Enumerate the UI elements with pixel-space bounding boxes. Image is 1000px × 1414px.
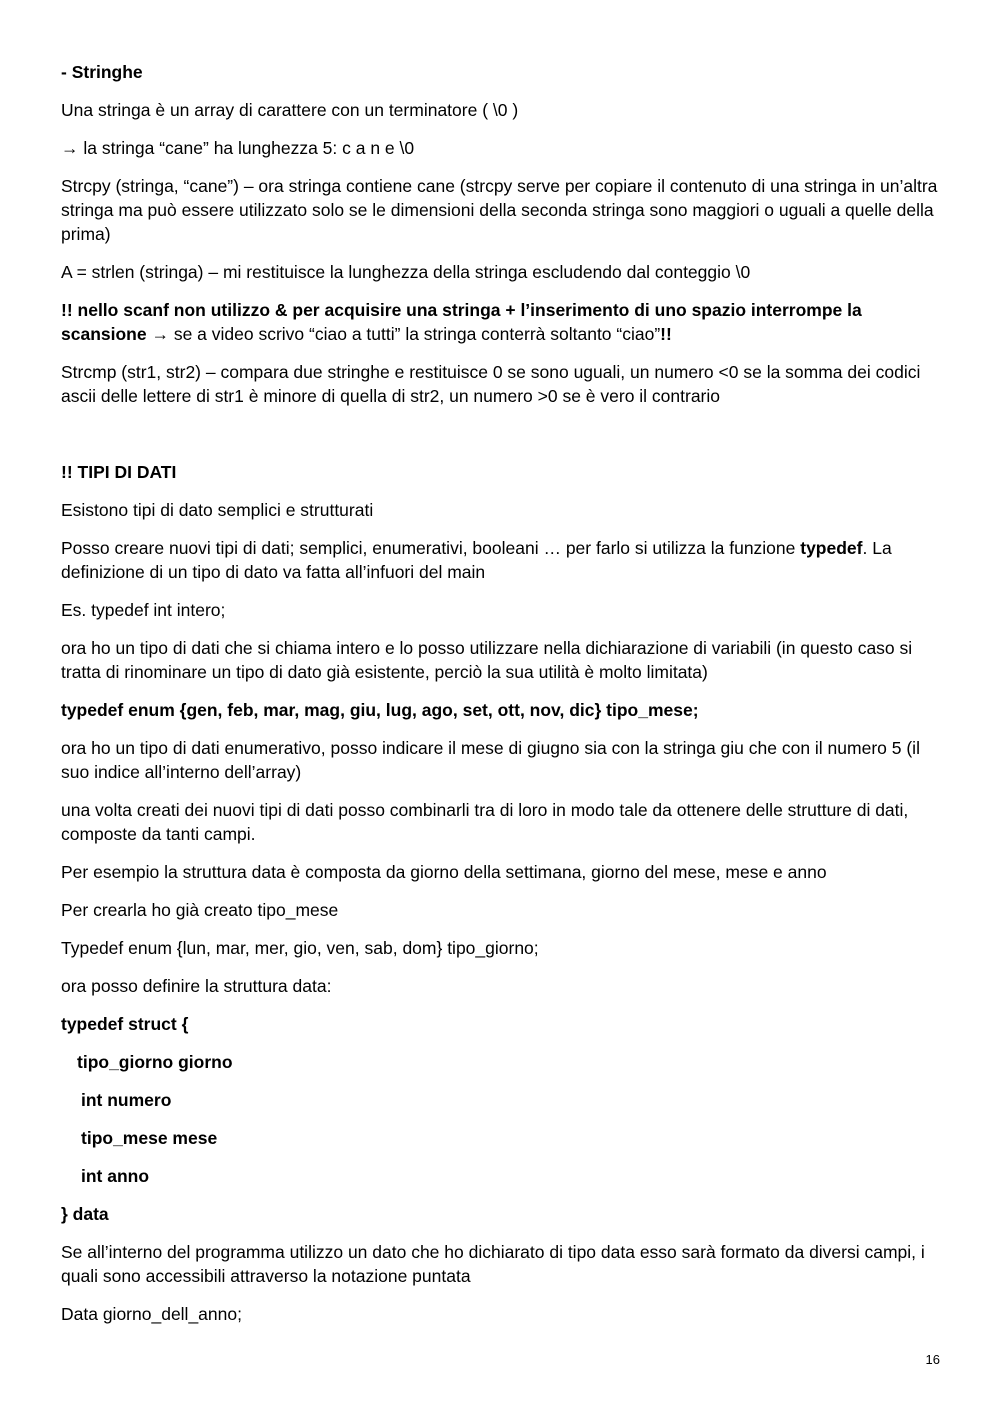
paragraph-dot-notation: Se all’interno del programma utilizzo un dato che ho dichiarato di tipo data esso sarà formato da diversi campi, i quali sono accessibili attraverso la notazione puntata <box>61 1242 925 1286</box>
typedef-intro-text-b: . La definizione di un tipo di dato va fatta all’infuori del main <box>61 538 892 582</box>
section-heading-tipi-di-dati: !! TIPI DI DATI <box>61 462 177 482</box>
document-body <box>61 60 941 1340</box>
section-heading-stringhe: - Stringhe <box>61 62 143 82</box>
scanf-note-text: → se a video scrivo “ciao a tutti” la stringa conterrà soltanto “ciao” <box>151 324 661 344</box>
code-struct-line-2: tipo_giorno giorno <box>77 1052 233 1072</box>
code-struct-line-6: } data <box>61 1204 109 1224</box>
paragraph-intero-explanation: ora ho un tipo di dati che si chiama intero e lo posso utilizzare nella dichiarazione di variabili (in questo caso si tratta di rinominare un tipo di dato già esistente, perciò la sua utilità è molto limitata) <box>61 638 913 682</box>
paragraph-typedef-example: Es. typedef int intero; <box>61 600 226 620</box>
paragraph-string-definition: Una stringa è un array di carattere con un terminatore ( \0 ) <box>61 100 519 120</box>
section-spacer <box>61 422 941 460</box>
code-struct-line-3: int numero <box>81 1090 172 1110</box>
scanf-note-end: !! <box>660 324 672 344</box>
code-struct-line-4: tipo_mese mese <box>81 1128 218 1148</box>
paragraph-types-intro: Esistono tipi di dato semplici e strutturati <box>61 500 374 520</box>
paragraph-struct-example: Per esempio la struttura data è composta da giorno della settimana, giorno del mese, mese e anno <box>61 862 827 882</box>
paragraph-strlen: A = strlen (stringa) – mi restituisce la lunghezza della stringa escludendo dal conteggio \0 <box>61 262 751 282</box>
paragraph-enum-explanation: ora ho un tipo di dati enumerativo, posso indicare il mese di giugno sia con la stringa giu che con il numero 5 (il suo indice all’interno dell’array) <box>61 738 920 782</box>
typedef-intro-text-a: Posso creare nuovi tipi di dati; semplici, enumerativi, booleani … per farlo si utilizza la funzione <box>61 538 801 558</box>
paragraph-strcpy: Strcpy (stringa, “cane”) – ora stringa contiene cane (strcpy serve per copiare il contenuto di una stringa in un’altra stringa ma può essere utilizzato solo se le dimensioni della seconda stringa sono maggiori o uguali a quelle della prima) <box>61 176 938 244</box>
paragraph-combine-types: una volta creati dei nuovi tipi di dati posso combinarli tra di loro in modo tale da ottenere delle strutture di dati, composte da tanti campi. <box>61 800 909 844</box>
paragraph-scanf-note <box>61 298 941 346</box>
paragraph-strcmp: Strcmp (str1, str2) – compara due stringhe e restituisce 0 se sono uguali, un numero <0 se la somma dei codici ascii delle lettere di str1 è minore di quella di str2, un numero >0 se è vero il contrario <box>61 362 921 406</box>
scanf-note-bold: !! nello scanf non utilizzo & per acquisire una stringa + l’inserimento di uno spazio interrompe la scansione <box>61 300 862 344</box>
code-enum-tipo-mese: typedef enum {gen, feb, mar, mag, giu, lug, ago, set, ott, nov, dic} tipo_mese; <box>61 700 699 720</box>
typedef-keyword: typedef <box>800 538 863 558</box>
code-struct-line-1: typedef struct { <box>61 1014 189 1034</box>
code-enum-tipo-giorno: Typedef enum {lun, mar, mer, gio, ven, sab, dom} tipo_giorno; <box>61 938 539 958</box>
code-struct-line-5: int anno <box>81 1166 150 1186</box>
page-number: 16 <box>925 1352 940 1367</box>
paragraph-typedef-intro <box>61 536 941 584</box>
paragraph-string-example: → la stringa “cane” ha lunghezza 5: c a n e \0 <box>61 138 415 158</box>
paragraph-tipo-mese-ready: Per crearla ho già creato tipo_mese <box>61 900 339 920</box>
paragraph-define-struct: ora posso definire la struttura data: <box>61 976 332 996</box>
code-variable-declaration: Data giorno_dell_anno; <box>61 1304 242 1324</box>
